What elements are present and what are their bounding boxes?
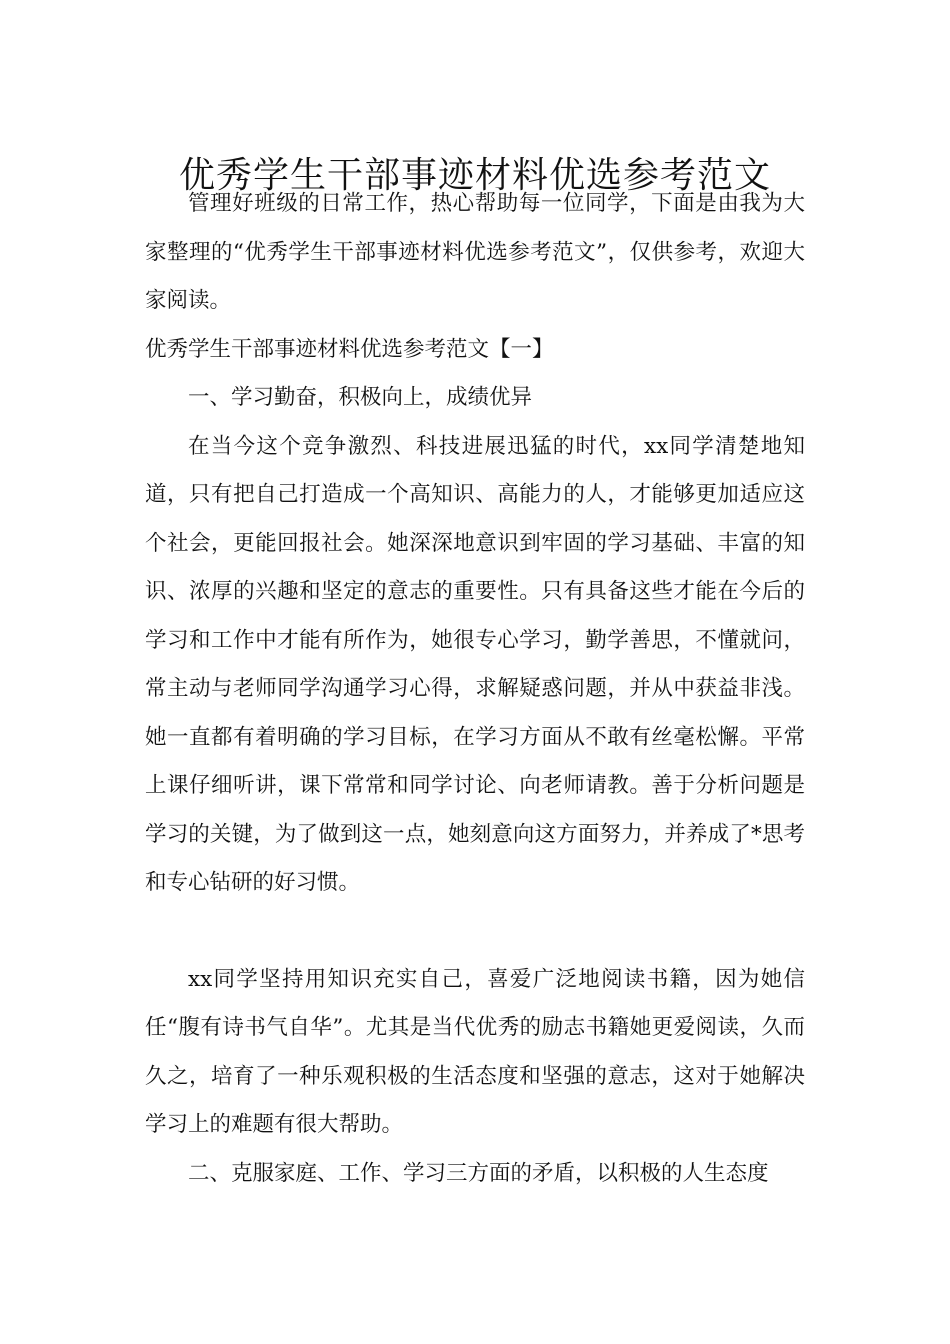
subheading-balance: 二、克服家庭、工作、学习三方面的矛盾，以积极的人生态度 [188,1160,769,1186]
intro-paragraph: 管理好班级的日常工作，热心帮助每一位同学，下面是由我为大家整理的“优秀学生干部事迹材料优选参考范文”，仅供参考，欢迎大家阅读。 [145,191,805,313]
body-paragraph-reading: xx同学坚持用知识充实自己，喜爱广泛地阅读书籍，因为她信任“腹有诗书气自华”。尤其是当代优秀的励志书籍她更爱阅读，久而久之，培育了一种乐观积极的生活态度和坚强的意志，这对于她解决学习上的难题有很大帮助。 [145,966,805,1137]
document-body [145,180,805,1198]
paragraph-spacer [145,908,805,956]
body-paragraph-study: 在当今这个竞争激烈、科技进展迅猛的时代，xx同学清楚地知道，只有把自己打造成一个高知识、高能力的人，才能够更加适应这个社会，更能回报社会。她深深地意识到牢固的学习基础、丰富的知识、浓厚的兴趣和坚定的意志的重要性。只有具备这些才能在今后的学习和工作中才能有所作为，她很专心学习，勤学善思，不懂就问，常主动与老师同学沟通学习心得，求解疑惑问题，并从中获益非浅。她一直都有着明确的学习目标，在学习方面从不敢有丝毫松懈。平常上课仔细听讲，课下常常和同学讨论、向老师请教。善于分析问题是学习的关键，为了做到这一点，她刻意向这方面努力，并养成了*思考和专心钻研的好习惯。 [145,433,805,895]
section-heading: 优秀学生干部事迹材料优选参考范文【一】 [145,336,554,362]
document-title: 优秀学生干部事迹材料优选参考范文 [178,155,771,197]
subheading-study: 一、学习勤奋，积极向上，成绩优异 [188,385,533,410]
